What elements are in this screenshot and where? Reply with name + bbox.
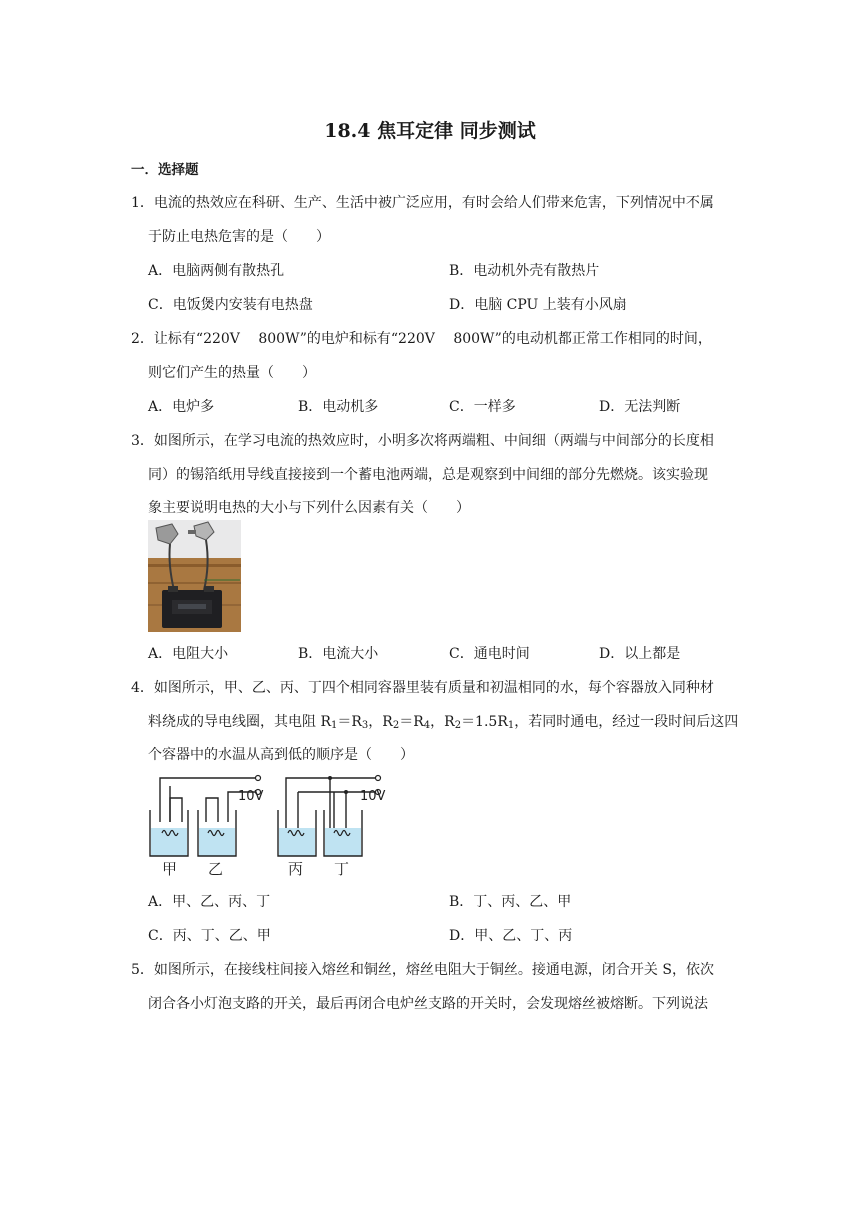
- q1-option-c: C．电饭煲内安装有电热盘: [148, 297, 313, 313]
- q2-option-c: C．一样多: [449, 399, 516, 415]
- right-voltage-label: 10V: [360, 789, 386, 804]
- label-yi: 乙: [208, 860, 224, 878]
- q5-stem-line2: 闭合各小灯泡支路的开关，最后再闭合电炉丝支路的开关时，会发现熔丝被熔断。下列说法: [148, 996, 708, 1012]
- q2-option-b: B．电动机多: [298, 399, 379, 415]
- q1-stem-line1: 1．电流的热效应在科研、生产、生活中被广泛应用，有时会给人们带来危害，下列情况中不属: [131, 195, 714, 211]
- q3-option-a: A．电阻大小: [148, 646, 229, 662]
- q3-photo-battery-foil: [148, 520, 241, 632]
- q3-stem-line3: 象主要说明电热的大小与下列什么因素有关（ ）: [148, 500, 470, 516]
- q3-option-d: D．以上都是: [599, 646, 681, 662]
- q5-stem-line1: 5．如图所示，在接线柱间接入熔丝和铜丝，熔丝电阻大于铜丝。接通电源，闭合开关 S，依次: [131, 962, 714, 978]
- label-ding: 丁: [334, 860, 350, 878]
- q2-option-d: D．无法判断: [599, 399, 681, 415]
- q1-option-b: B．电动机外壳有散热片: [449, 263, 600, 279]
- q4-stem-line1: 4．如图所示，甲、乙、丙、丁四个相同容器里装有质量和初温相同的水，每个容器放入同种材: [131, 680, 714, 696]
- q4-stem-line2: 料绕成的导电线圈，其电阻 $R_1=R_3$，$R_2=R_4$，$R_2=1.5R_1$，若同时通电，经过一段时间后这四: [148, 714, 739, 731]
- q4-option-c: C．丙、丁、乙、甲: [148, 928, 271, 944]
- q1-option-a: A．电脑两侧有散热孔: [148, 263, 285, 279]
- q2-option-a: A．电炉多: [148, 399, 215, 415]
- q2-stem-line2: 则它们产生的热量（ ）: [148, 365, 316, 381]
- q4-option-d: D．甲、乙、丁、丙: [449, 928, 573, 944]
- label-bing: 丙: [288, 860, 304, 878]
- q2-stem-line1: 2．让标有“220V 800W”的电炉和标有“220V 800W”的电动机都正常工作相同的时间，: [131, 331, 712, 347]
- left-voltage-label: 10V: [238, 789, 264, 804]
- q1-option-d: D．电脑 CPU 上装有小风扇: [449, 297, 627, 313]
- q4-option-b: B．丁、丙、乙、甲: [449, 894, 572, 910]
- q4-stem-line3: 个容器中的水温从高到低的顺序是（ ）: [148, 747, 414, 763]
- q3-option-b: B．电流大小: [298, 646, 379, 662]
- page-title: 18.4 焦耳定律 同步测试: [324, 120, 536, 142]
- label-jia: 甲: [162, 860, 178, 878]
- q1-stem-line2: 于防止电热危害的是（ ）: [148, 229, 330, 245]
- q4-circuit-figure: [148, 770, 418, 880]
- container-bing: [278, 810, 316, 856]
- q3-option-c: C．通电时间: [449, 646, 530, 662]
- q4-option-a: A．甲、乙、丙、丁: [148, 894, 271, 910]
- section-heading: 一．选择题: [131, 162, 199, 178]
- q3-stem-line1: 3．如图所示，在学习电流的热效应时，小明多次将两端粗、中间细（两端与中间部分的长度相: [131, 433, 714, 449]
- q3-stem-line2: 同）的锡箔纸用导线直接接到一个蓄电池两端，总是观察到中间细的部分先燃烧。该实验现: [148, 467, 708, 483]
- container-yi: [198, 810, 236, 856]
